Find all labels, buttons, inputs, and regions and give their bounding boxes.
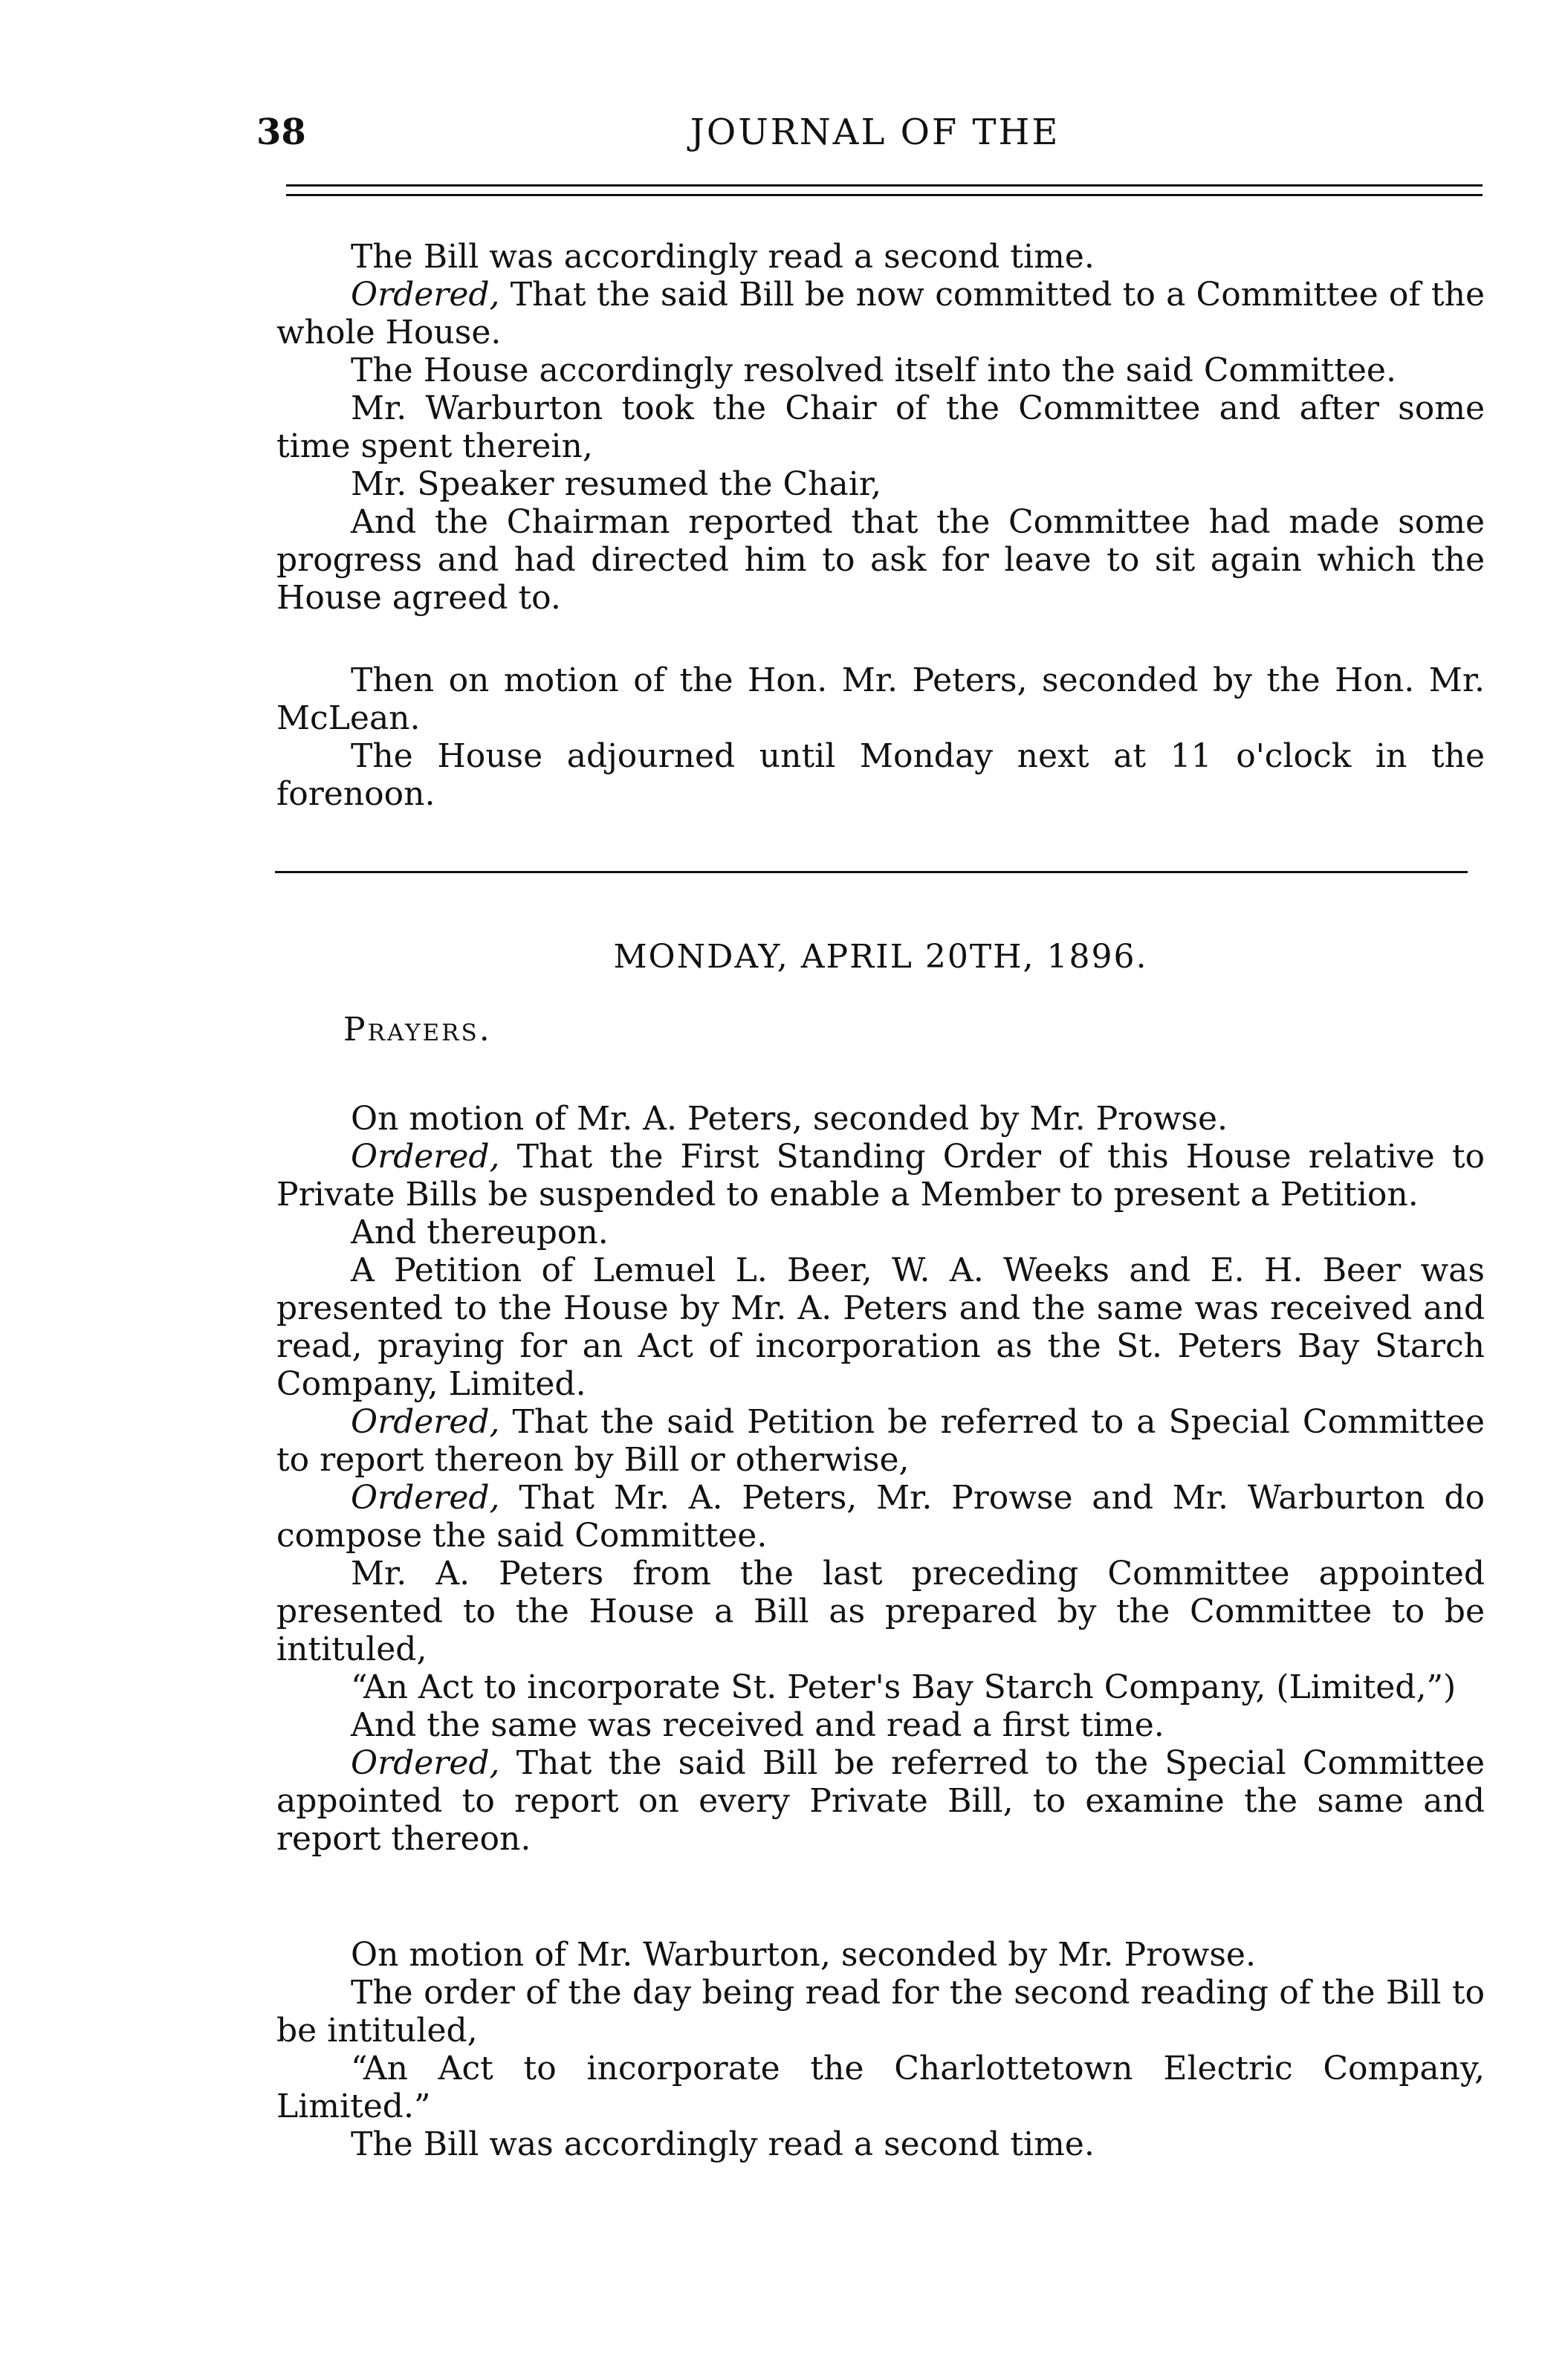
paragraph: Ordered, That the First Standing Order of this House relative to Private Bills be suspended to enable a Member to present a Petition.	[276, 1138, 1485, 1214]
paragraph: Mr. A. Peters from the last preceding Committee appointed presented to the House a Bill as prepared by the Committee to be intituled,	[276, 1555, 1485, 1668]
paragraph: Ordered, That the said Petition be referred to a Special Committee to report thereon by Bill or otherwise,	[276, 1403, 1485, 1479]
section-proceedings-committee	[276, 238, 1485, 617]
section-adjournment	[276, 661, 1485, 813]
prayers-heading: Prayers.	[343, 1011, 492, 1049]
header-double-rule	[286, 184, 1483, 196]
section-petition-starch-company	[276, 1100, 1485, 1858]
paragraph: Mr. Warburton took the Chair of the Committee and after some time spent therein,	[276, 389, 1485, 465]
paragraph: The House adjourned until Monday next at 11 o'clock in the forenoon.	[276, 737, 1485, 813]
paragraph: And the same was received and read a first time.	[351, 1706, 1164, 1744]
paragraph: The Bill was accordingly read a second time.	[351, 238, 1095, 276]
paragraph: Ordered, That Mr. A. Peters, Mr. Prowse and Mr. Warburton do compose the said Committee.	[276, 1479, 1485, 1555]
paragraph: “An Act to incorporate St. Peter's Bay Starch Company, (Limited,”)	[351, 1668, 1457, 1706]
paragraph: Ordered, That the said Bill be now committed to a Committee of the whole House.	[276, 276, 1485, 352]
paragraph: The Bill was accordingly read a second time.	[351, 2125, 1095, 2163]
paragraph: The order of the day being read for the second reading of the Bill to be intituled,	[276, 1974, 1485, 2050]
page-number: 38	[256, 111, 306, 153]
paragraph: And the Chairman reported that the Committee had made some progress and had directed him to ask for leave to sit again which the House agreed to.	[276, 503, 1485, 617]
paragraph: A Petition of Lemuel L. Beer, W. A. Weeks and E. H. Beer was presented to the House by Mr. A. Peters and the same was received and read, praying for an Act of incorporation as the St. Peters Bay Starch Company, Limited.	[276, 1251, 1485, 1403]
section-divider-rule	[275, 871, 1468, 873]
paragraph: “An Act to incorporate the Charlottetown Electric Company, Limited.”	[276, 2050, 1485, 2125]
paragraph: On motion of Mr. Warburton, seconded by Mr. Prowse.	[351, 1936, 1256, 1974]
section-electric-company-bill	[276, 1936, 1485, 2163]
paragraph: The House accordingly resolved itself into the said Committee.	[351, 352, 1396, 389]
running-head: JOURNAL OF THE	[690, 111, 1060, 153]
date-heading: MONDAY, APRIL 20TH, 1896.	[613, 938, 1148, 976]
paragraph: Then on motion of the Hon. Mr. Peters, seconded by the Hon. Mr. McLean.	[276, 661, 1485, 737]
paragraph: And thereupon.	[351, 1214, 609, 1251]
paragraph: Ordered, That the said Bill be referred to the Special Committee appointed to report on every Private Bill, to examine the same and report thereon.	[276, 1744, 1485, 1858]
page-header	[256, 111, 1494, 163]
paragraph: On motion of Mr. A. Peters, seconded by Mr. Prowse.	[351, 1100, 1228, 1138]
paragraph: Mr. Speaker resumed the Chair,	[351, 465, 881, 503]
